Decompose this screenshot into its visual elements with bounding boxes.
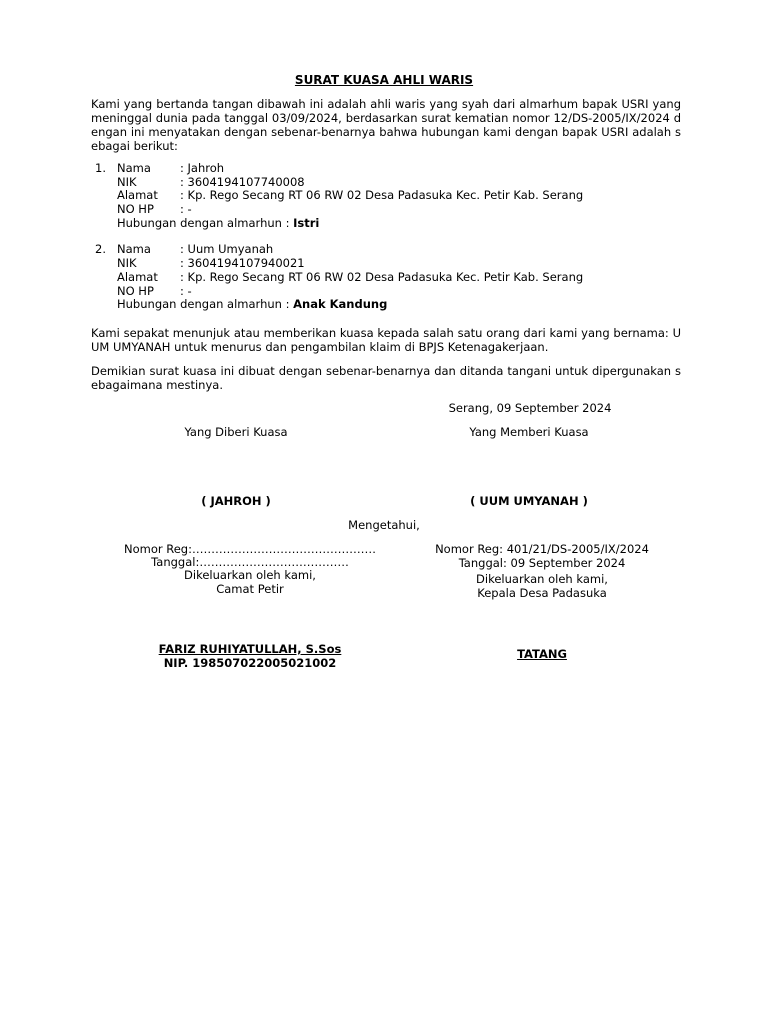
village-date: Tanggal: 09 September 2024 [458,556,626,570]
name-label: Nama [117,242,151,256]
address-value: : Kp. Rego Secang RT 06 RW 02 Desa Padasuka Kec. Petir Kab. Serang [180,188,584,202]
agreement-paragraph: Kami sepakat menunjuk atau memberikan kuasa kepada salah satu orang dari kami yang bernama: UUM UMYANAH untuk menurus dan pengambilan klaim di BPJS Ketenagakerjaan. [91,326,681,354]
name-value: : Uum Umyanah [180,242,274,256]
address-label: Alamat [117,270,158,284]
camat-date: Tanggal:………………………………… [151,555,349,569]
relation-line [117,216,319,230]
recipient-label: Yang Diberi Kuasa [184,425,288,439]
name-label: Nama [117,161,151,175]
camat-nip: NIP. 198507022005021002 [163,656,337,670]
camat-office: Camat Petir [216,582,284,596]
phone-value: : - [180,284,192,298]
address-value: : Kp. Rego Secang RT 06 RW 02 Desa Padasuka Kec. Petir Kab. Serang [180,270,584,284]
camat-issued: Dikeluarkan oleh kami, [184,568,316,582]
nik-value: : 3604194107940021 [180,256,305,270]
village-reg: Nomor Reg: 401/21/DS-2005/IX/2024 [435,542,649,556]
village-office: Kepala Desa Padasuka [477,586,607,600]
nik-value: : 3604194107740008 [180,175,305,189]
relation-label: Hubungan dengan almarhun : [117,216,294,230]
relation-value: Istri [293,216,320,230]
camat-official-name: FARIZ RUHIYATULLAH, S.Sos [158,642,342,656]
relation-value: Anak Kandung [293,297,388,311]
village-official-name: TATANG [517,647,567,661]
camat-reg: Nomor Reg:………………………………………… [124,542,376,556]
name-value: : Jahroh [180,161,225,175]
acknowledged-label: Mengetahui, [348,518,420,532]
document-title: SURAT KUASA AHLI WARIS [294,73,474,87]
grantor-name: ( UUM UMYANAH ) [470,494,588,508]
recipient-name: ( JAHROH ) [201,494,271,508]
heir-number: 2. [95,242,106,256]
phone-value: : - [180,202,192,216]
village-issued: Dikeluarkan oleh kami, [476,572,608,586]
relation-line [117,297,387,311]
address-label: Alamat [117,188,158,202]
nik-label: NIK [117,256,137,270]
relation-label: Hubungan dengan almarhun : [117,297,294,311]
closing-paragraph: Demikian surat kuasa ini dibuat dengan sebenar-benarnya dan ditanda tangani untuk dipergunakan sebagaimana mestinya. [91,364,681,392]
heir-number: 1. [95,161,106,175]
nik-label: NIK [117,175,137,189]
intro-paragraph: Kami yang bertanda tangan dibawah ini adalah ahli waris yang syah dari almarhum bapak USRI yang meninggal dunia pada tanggal 03/09/2024, berdasarkan surat kematian nomor 12/DS-2005/IX/2024 dengan ini menyatakan dengan sebenar-benarnya bahwa hubungan kami dengan bapak USRI adalah sebagai berikut: [91,97,681,153]
phone-label: NO HP [117,284,154,298]
phone-label: NO HP [117,202,154,216]
grantor-label: Yang Memberi Kuasa [469,425,589,439]
place-date: Serang, 09 September 2024 [448,401,612,415]
